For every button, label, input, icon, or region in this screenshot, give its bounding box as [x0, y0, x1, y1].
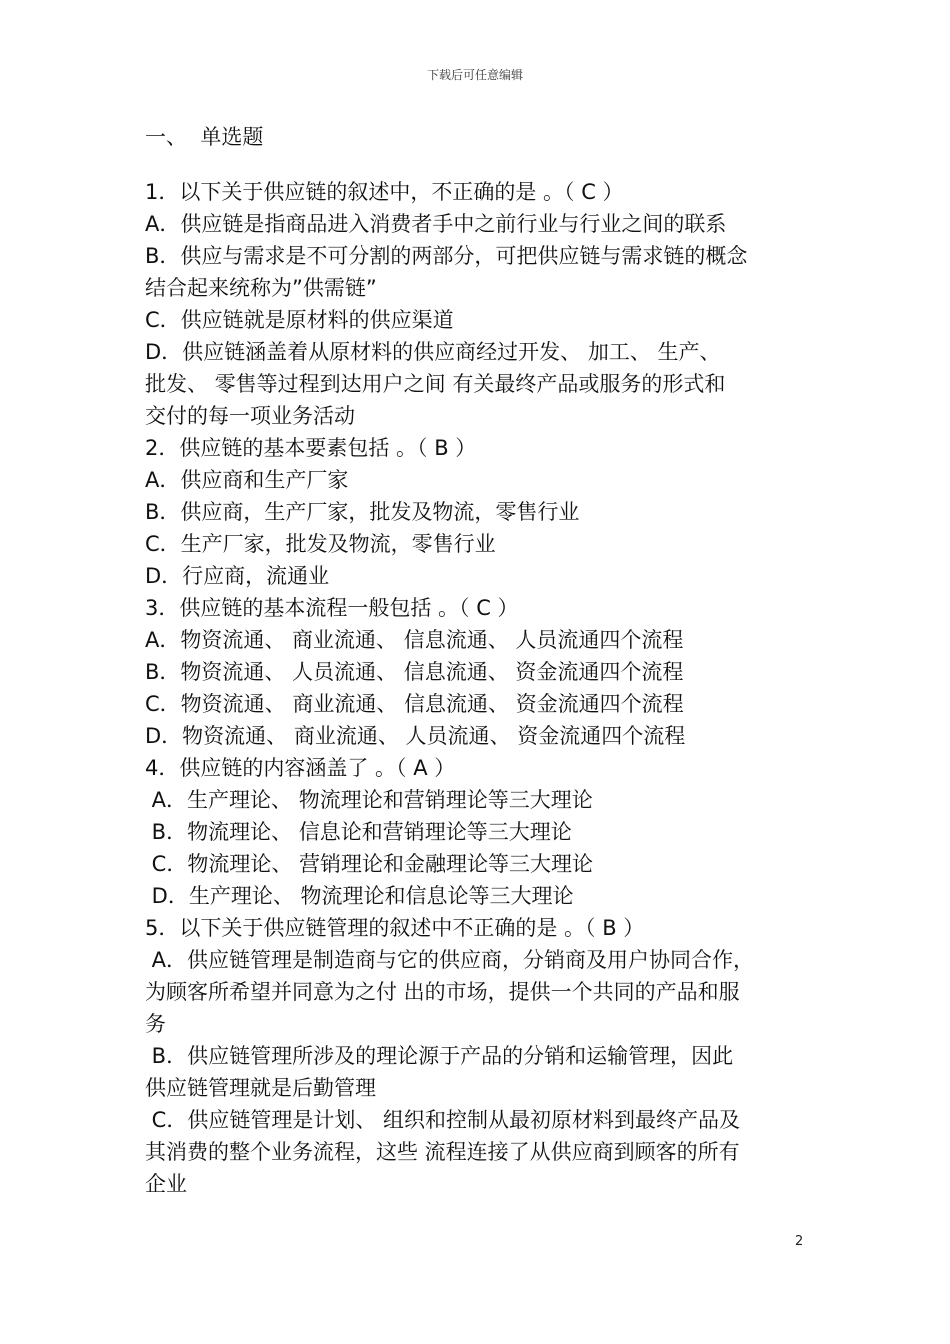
text-line: D．供应链涵盖着从原材料的供应商经过开发、 加工、 生产、	[145, 340, 721, 364]
page-number: 2	[795, 1234, 804, 1249]
text-line: B．供应商，生产厂家，批发及物流，零售行业	[145, 500, 580, 524]
text-line: D．行应商，流通业	[145, 564, 330, 588]
text-line: 交付的每一项业务活动	[145, 404, 355, 428]
text-line: 务	[145, 1012, 166, 1036]
header-note: 下载后可任意编辑	[426, 68, 523, 82]
text-line: A．供应链是指商品进入消费者手中之前行业与行业之间的联系	[145, 212, 727, 236]
question-content	[145, 176, 815, 1200]
text-line: 为顾客所希望并同意为之付 出的市场，提供一个共同的产品和服	[145, 980, 740, 1004]
text-line: C．物资流通、 商业流通、 信息流通、 资金流通四个流程	[145, 692, 684, 716]
text-line: 供应链管理就是后勤管理	[145, 1076, 376, 1100]
text-line: C．生产厂家，批发及物流，零售行业	[145, 532, 496, 556]
text-line: D．生产理论、 物流理论和信息论等三大理论	[145, 884, 574, 908]
text-line: 企业	[145, 1172, 187, 1196]
text-line: 批发、 零售等过程到达用户之间 有关最终产品或服务的形式和	[145, 372, 726, 396]
text-line: 1．以下关于供应链的叙述中，不正确的是 。（ C ）	[145, 180, 624, 204]
text-line: C．供应链就是原材料的供应渠道	[145, 308, 454, 332]
text-line: 3．供应链的基本流程一般包括 。（ C ）	[145, 596, 519, 620]
text-line: D．物资流通、 商业流通、 人员流通、 资金流通四个流程	[145, 724, 686, 748]
text-line: 2．供应链的基本要素包括 。（ B ）	[145, 436, 477, 460]
text-line: 4．供应链的内容涵盖了 。（ A ）	[145, 756, 456, 780]
text-line: A．供应链管理是制造商与它的供应商，分销商及用户协同合作，	[145, 948, 755, 972]
text-line: A．生产理论、 物流理论和营销理论等三大理论	[145, 788, 593, 812]
text-line: C．供应链管理是计划、 组织和控制从最初原材料到最终产品及	[145, 1108, 741, 1132]
text-line: 5．以下关于供应链管理的叙述中不正确的是 。（ B ）	[145, 916, 645, 940]
text-line: C．物流理论、 营销理论和金融理论等三大理论	[145, 852, 594, 876]
text-line: B．供应链管理所涉及的理论源于产品的分销和运输管理，因此	[145, 1044, 734, 1068]
text-line: B．供应与需求是不可分割的两部分，可把供应链与需求链的概念	[145, 244, 748, 268]
text-line: 其消费的整个业务流程，这些 流程连接了从供应商到顾客的所有	[145, 1140, 740, 1164]
text-line: 结合起来统称为”供需链”	[145, 276, 377, 300]
text-line: B．物资流通、 人员流通、 信息流通、 资金流通四个流程	[145, 660, 684, 684]
text-line: A．供应商和生产厂家	[145, 468, 349, 492]
section-title: 一、 单选题	[145, 125, 264, 149]
text-line: B．物流理论、 信息论和营销理论等三大理论	[145, 820, 572, 844]
text-line: A．物资流通、 商业流通、 信息流通、 人员流通四个流程	[145, 628, 684, 652]
